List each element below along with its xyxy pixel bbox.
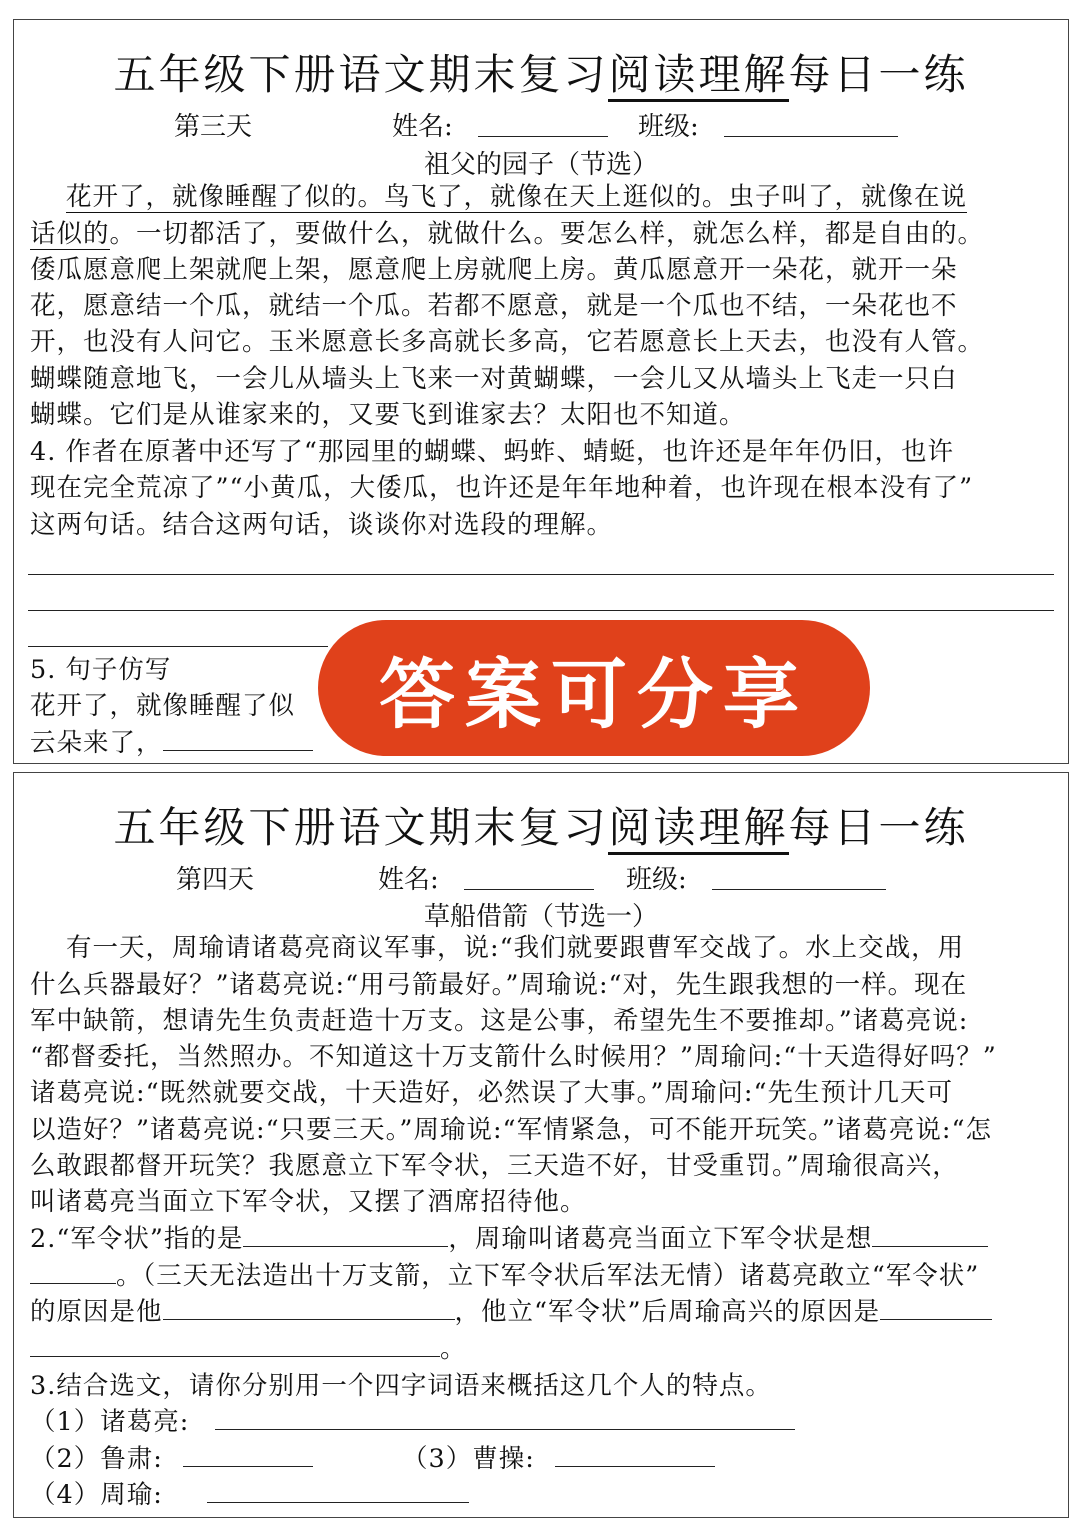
highlighted-sentence: 话似的 <box>30 219 110 249</box>
question-2-line <box>30 1258 979 1295</box>
answer-blank[interactable] <box>207 1478 469 1503</box>
passage-title: 祖父的园子（节选） <box>423 150 658 180</box>
worksheet-day4 <box>13 772 1069 1518</box>
answer-blank[interactable] <box>215 1405 795 1430</box>
question-3-title: 3.结合选文，请你分别用一个四字词语来概括这几个人的特点。 <box>30 1371 772 1401</box>
class-blank[interactable] <box>712 865 886 890</box>
title-text: 五年级下册语文期末复习 <box>113 803 609 852</box>
question-3-item <box>30 1404 795 1441</box>
answer-blank[interactable] <box>872 1222 988 1247</box>
passage-line <box>66 179 967 216</box>
name-blank[interactable] <box>478 112 608 137</box>
title-text: 五年级下册语文期末复习 <box>113 50 609 99</box>
name-blank[interactable] <box>464 865 594 890</box>
passage-line: 叫诸葛亮当面立下军令状，又摆了酒席招待他。 <box>30 1187 587 1217</box>
worksheet-title <box>14 42 1068 102</box>
passage-line: 什么兵器最好？”诸葛亮说:“用弓箭最好。”周瑜说:“对，先生跟我想的一样。现在 <box>30 970 968 1000</box>
question-text: ，周瑜叫诸葛亮当面立下军令状是想 <box>448 1224 873 1254</box>
question-5-title: 5. 句子仿写 <box>30 655 172 685</box>
passage-line: 开，也没有人问它。玉米愿意长多高就长多高，它若愿意长上天去，也没有人管。 <box>30 327 985 357</box>
title-text-end: 每日一练 <box>788 803 969 852</box>
question-5-prompt <box>30 725 313 762</box>
passage-line: 倭瓜愿意爬上架就爬上架，愿意爬上房就爬上房。黄瓜愿意开一朵花，就开一朵 <box>30 255 958 285</box>
question-text: 。（三天无法造出十万支箭，立下军令状后军法无情）诸葛亮敢立“军令状” <box>116 1261 980 1291</box>
question-3-item <box>30 1441 313 1478</box>
highlighted-sentence: 花开了，就像睡醒了似的。鸟飞了，就像在天上逛似的。虫子叫了，就像在说 <box>66 182 968 212</box>
passage-line <box>30 216 984 253</box>
answer-blank[interactable] <box>555 1442 715 1467</box>
answer-line[interactable] <box>28 610 1054 611</box>
answer-line[interactable] <box>28 646 328 647</box>
name-label: 姓名: <box>378 865 439 895</box>
passage-title: 草船借箭（节选一） <box>423 902 658 932</box>
passage-line: 军中缺箭，想请先生负责赶造十万支。这是公事，希望先生不要推却。”诸葛亮说: <box>30 1006 969 1036</box>
question-5-example: 花开了，就像睡醒了似 <box>30 691 296 721</box>
item-label: （4）周瑜: <box>30 1480 163 1510</box>
answer-blank[interactable] <box>30 1332 440 1357</box>
passage-line: 蝴蝶随意地飞，一会儿从墙头上飞来一对黄蝴蝶，一会儿又从墙头上飞走一只白 <box>30 364 958 394</box>
item-label: （2）鲁肃: <box>30 1444 163 1474</box>
class-label: 班级: <box>638 112 699 142</box>
question-text: 。 <box>440 1334 467 1364</box>
passage-line: 诸葛亮说:“既然就要交战，十天造好，必然误了大事。”周瑜问:“先生预计几天可 <box>30 1078 954 1108</box>
answer-blank[interactable] <box>183 1442 313 1467</box>
question-3-item <box>30 1477 469 1514</box>
title-underlined-text: 阅读理解 <box>608 803 788 855</box>
question-4-line: 现在完全荒凉了”“小黄瓜，大倭瓜，也许还是年年地种着，也许现在根本没有了” <box>30 473 974 503</box>
answer-blank[interactable] <box>163 726 313 751</box>
question-text: ，他立“军令状”后周瑜高兴的原因是 <box>454 1297 881 1327</box>
passage-line: 以造好？”诸葛亮说:“只要三天。”周瑜说:“军情紧急，可不能开玩笑。”诸葛亮说:“怎 <box>30 1115 992 1145</box>
passage-text: 。一切都活了，要做什么，就做什么。要怎么样，就怎么样，都是自由的。 <box>109 219 985 249</box>
question-4-line: 这两句话。结合这两句话，谈谈你对选段的理解。 <box>30 510 614 540</box>
passage-line: “都督委托，当然照办。不知道这十万支箭什么时候用？”周瑜问:“十天造得好吗？” <box>30 1042 997 1072</box>
question-4-line: 4. 作者在原著中还写了“那园里的蝴蝶、蚂蚱、蜻蜓，也许还是年年仍旧，也许 <box>30 437 954 467</box>
title-underlined-text: 阅读理解 <box>608 50 788 102</box>
question-3-item <box>402 1441 715 1478</box>
question-2-line <box>30 1294 992 1331</box>
answer-share-stamp: 答案可分享 <box>318 620 870 756</box>
passage-line: 么敢跟都督开玩笑？我愿意立下军令状，三天造不好，甘受重罚。”周瑜很高兴， <box>30 1151 959 1181</box>
item-label: （3）曹操: <box>402 1444 535 1474</box>
question-text: 的原因是他 <box>30 1297 163 1327</box>
item-label: （1）诸葛亮: <box>30 1407 190 1437</box>
day-label: 第四天 <box>176 865 255 895</box>
class-blank[interactable] <box>724 112 898 137</box>
answer-line[interactable] <box>28 574 1054 575</box>
answer-blank[interactable] <box>243 1222 448 1247</box>
day-label: 第三天 <box>174 112 253 142</box>
answer-blank[interactable] <box>880 1295 992 1320</box>
title-text-end: 每日一练 <box>788 50 969 99</box>
passage-line: 蝴蝶。它们是从谁家来的，又要飞到谁家去？太阳也不知道。 <box>30 400 746 430</box>
passage-line: 花，愿意结一个瓜，就结一个瓜。若都不愿意，就是一个瓜也不结，一朵花也不 <box>30 291 958 321</box>
question-2-line <box>30 1331 467 1368</box>
question-2-line <box>30 1221 988 1258</box>
name-label: 姓名: <box>392 112 453 142</box>
answer-blank[interactable] <box>163 1295 455 1320</box>
question-text: 2.“军令状”指的是 <box>30 1224 244 1254</box>
passage-line: 有一天，周瑜请诸葛亮商议军事，说:“我们就要跟曹军交战了。水上交战，用 <box>66 933 965 963</box>
class-label: 班级: <box>626 865 687 895</box>
worksheet-title <box>14 795 1068 855</box>
answer-blank[interactable] <box>30 1259 116 1284</box>
prompt-text: 云朵来了， <box>30 728 163 758</box>
